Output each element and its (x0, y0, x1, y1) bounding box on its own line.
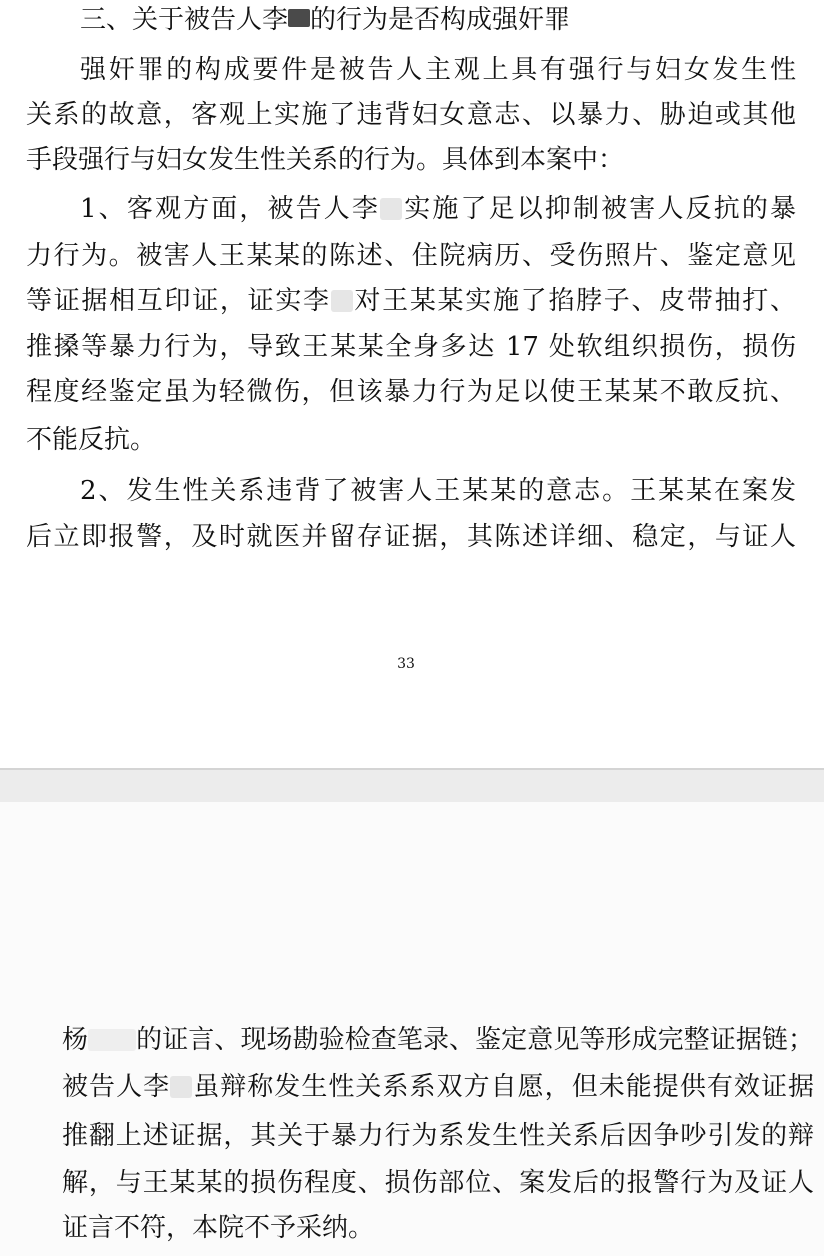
paragraph-line: 手段强行与妇女发生性关系的行为。具体到本案中： (26, 145, 625, 175)
paragraph-line (80, 189, 796, 229)
paragraph-line (26, 281, 796, 321)
paragraph-line: 强奸罪的构成要件是被告人主观上具有强行与妇女发生性 (80, 55, 796, 85)
section-heading (80, 0, 824, 40)
paragraph-line: 力行为。被害人王某某的陈述、住院病历、受伤照片、鉴定意见 (26, 241, 796, 271)
paragraph-line (62, 1067, 814, 1107)
page-separator (0, 768, 824, 802)
paragraph-line: 2、发生性关系违背了被害人王某某的意志。王某某在案发 (80, 476, 796, 506)
redaction-mark (380, 198, 402, 220)
paragraph-line: 推搡等暴力行为，导致王某某全身多达 17 处软组织损伤，损伤 (26, 332, 796, 362)
paragraph-line: 不能反抗。 (26, 425, 157, 455)
redaction-mark (170, 1076, 192, 1098)
line-text-after: 的证言、现场勘验检查笔录、鉴定意见等形成完整证据链； (136, 1025, 814, 1055)
paragraph-line: 后立即报警，及时就医并留存证据，其陈述详细、稳定，与证人 (26, 522, 796, 552)
line-text-after: 对王某某实施了掐脖子、皮带抽打、 (352, 286, 796, 316)
paragraph-line: 关系的故意，客观上实施了违背妇女意志、以暴力、胁迫或其他 (26, 100, 796, 130)
paragraph-line: 解，与王某某的损伤程度、损伤部位、案发后的报警行为及证人 (62, 1168, 814, 1198)
line-text-before: 等证据相互印证，证实李 (26, 286, 331, 316)
heading-text-after: 的行为是否构成强奸罪 (310, 5, 571, 35)
redaction-mark (288, 9, 310, 27)
line-text-after: 虽辩称发生性关系系双方自愿，但未能提供有效证据 (192, 1072, 814, 1102)
line-text-after: 实施了足以抑制被害人反抗的暴 (402, 194, 796, 224)
paragraph-line: 推翻上述证据，其关于暴力行为系发生性关系后因争吵引发的辩 (62, 1121, 814, 1151)
redaction-mark (88, 1029, 136, 1051)
document-page-bottom (0, 802, 824, 1256)
paragraph-line: 证言不符，本院不予采纳。 (62, 1213, 375, 1243)
redaction-mark (331, 290, 353, 312)
heading-text-before: 三、关于被告人李 (80, 5, 289, 35)
page-number: 33 (397, 656, 415, 672)
line-text-before: 被告人李 (62, 1072, 171, 1102)
line-text-before: 杨 (62, 1025, 89, 1055)
paragraph-line: 程度经鉴定虽为轻微伤，但该暴力行为足以使王某某不敢反抗、 (26, 377, 796, 407)
paragraph-line (62, 1020, 814, 1060)
line-text-before: 1、客观方面，被告人李 (80, 194, 381, 224)
